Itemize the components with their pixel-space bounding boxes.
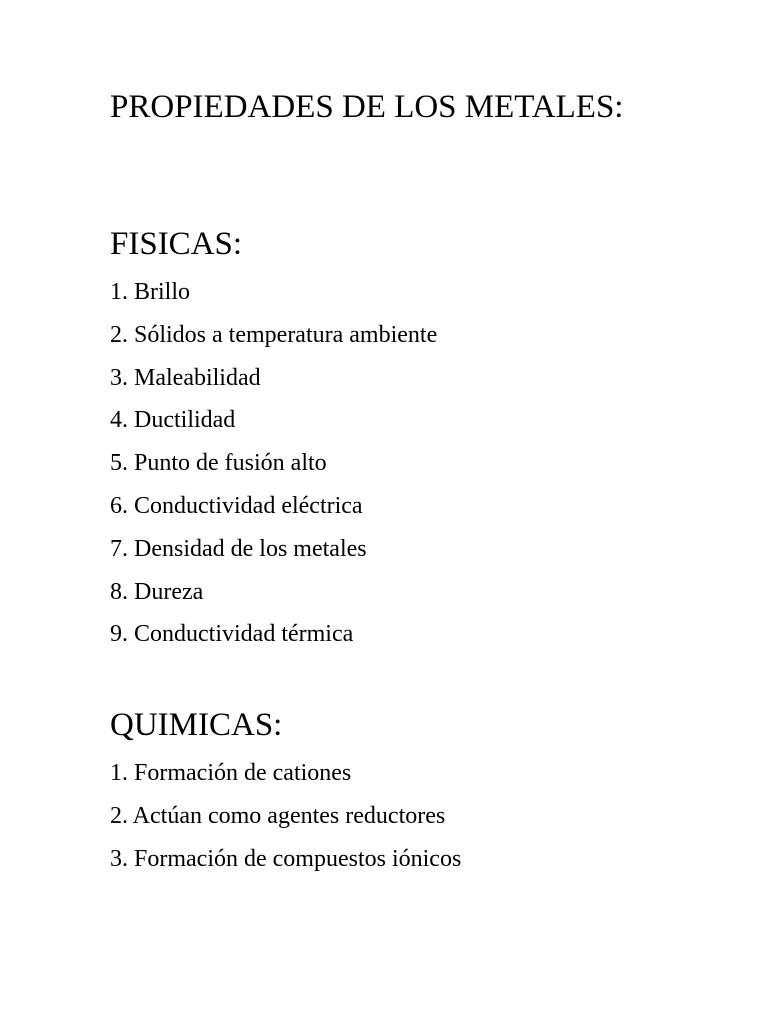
list-item: 2. Actúan como agentes reductores — [110, 802, 446, 829]
list-item: 5. Punto de fusión alto — [110, 450, 327, 477]
list-item: 2. Sólidos a temperatura ambiente — [110, 321, 438, 348]
quimicas-list — [110, 752, 461, 880]
quimicas-heading: QUIMICAS: — [110, 707, 283, 743]
list-item: 6. Conductividad eléctrica — [110, 492, 363, 519]
list-item: 9. Conductividad térmica — [110, 621, 354, 648]
list-item: 1. Formación de cationes — [110, 760, 352, 786]
list-item: 3. Formación de compuestos iónicos — [110, 845, 462, 872]
document-title: PROPIEDADES DE LOS METALES: — [110, 89, 624, 125]
fisicas-heading: FISICAS: — [110, 226, 243, 262]
list-item: 1. Brillo — [110, 279, 191, 305]
fisicas-list — [110, 271, 437, 656]
list-item: 7. Densidad de los metales — [110, 535, 367, 562]
list-item: 8. Dureza — [110, 578, 204, 605]
list-item: 4. Ductilidad — [110, 407, 236, 434]
list-item: 3. Maleabilidad — [110, 364, 261, 391]
